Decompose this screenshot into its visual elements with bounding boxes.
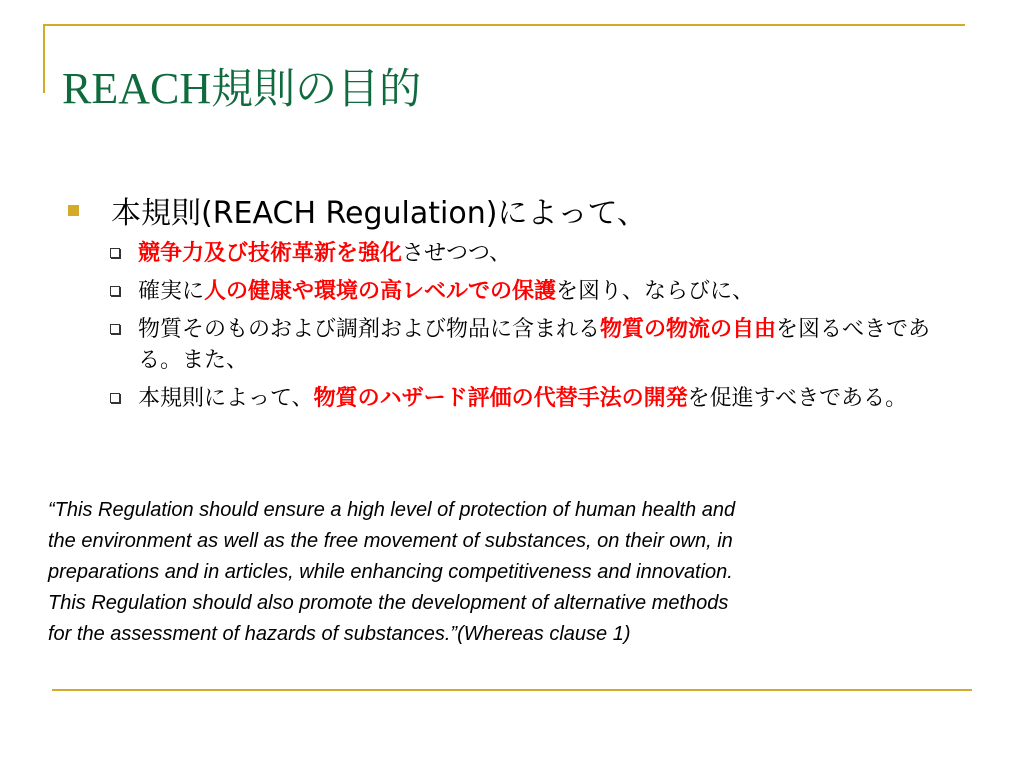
plain-text: 本規則によって、 bbox=[138, 386, 314, 411]
emphasis-text: 物質の物流の自由 bbox=[600, 317, 777, 342]
quote-line: This Regulation should also promote the development of alternative methods bbox=[48, 592, 729, 614]
main-bullet bbox=[68, 188, 968, 232]
sub-bullet-item bbox=[110, 238, 950, 269]
title-latin: REACH bbox=[62, 64, 212, 113]
sub-bullet-item bbox=[110, 383, 950, 414]
quote-line: preparations and in articles, while enhancing competitiveness and innovation. bbox=[48, 561, 733, 583]
sub-bullet-text bbox=[138, 276, 938, 307]
sub-bullet-text bbox=[138, 238, 938, 269]
plain-text: 物質そのものおよび調剤および物品に含まれる bbox=[138, 317, 601, 342]
frame-left-line bbox=[43, 25, 45, 93]
plain-text: 確実に bbox=[138, 279, 205, 304]
hollow-square-bullet-icon bbox=[110, 286, 120, 296]
quote-line: “This Regulation should ensure a high level of protection of human health and bbox=[48, 499, 736, 521]
plain-text: を図るべきである。また、 bbox=[138, 317, 931, 373]
frame-bottom-line bbox=[52, 689, 972, 691]
hollow-square-bullet-icon bbox=[110, 248, 120, 258]
frame-top-line bbox=[43, 24, 965, 26]
hollow-square-bullet-icon bbox=[110, 324, 120, 334]
title-japanese: 規則の目的 bbox=[211, 64, 422, 113]
sub-bullet-item bbox=[110, 276, 950, 307]
plain-text: を図り、ならびに、 bbox=[556, 279, 755, 304]
slide-title bbox=[62, 56, 421, 136]
plain-text: を促進すべきである。 bbox=[687, 386, 908, 411]
regulation-quote bbox=[48, 495, 948, 650]
emphasis-text: 人の健康や環境の高レベルでの保護 bbox=[204, 279, 557, 304]
plain-text: させつつ、 bbox=[402, 241, 512, 266]
sub-bullet-list bbox=[110, 238, 950, 421]
quote-line: the environment as well as the free movement of substances, on their own, in bbox=[48, 530, 733, 552]
sub-bullet-text bbox=[138, 314, 938, 376]
hollow-square-bullet-icon bbox=[110, 393, 120, 403]
emphasis-text: 物質のハザード評価の代替手法の開発 bbox=[313, 386, 688, 411]
quote-line: for the assessment of hazards of substances.”(Whereas clause 1) bbox=[48, 623, 631, 645]
square-bullet-icon bbox=[68, 205, 79, 216]
sub-bullet-text bbox=[138, 383, 938, 414]
main-bullet-text: 本規則(REACH Regulation)によって、 bbox=[111, 196, 647, 231]
sub-bullet-item bbox=[110, 314, 950, 376]
emphasis-text: 競争力及び技術革新を強化 bbox=[138, 241, 403, 266]
